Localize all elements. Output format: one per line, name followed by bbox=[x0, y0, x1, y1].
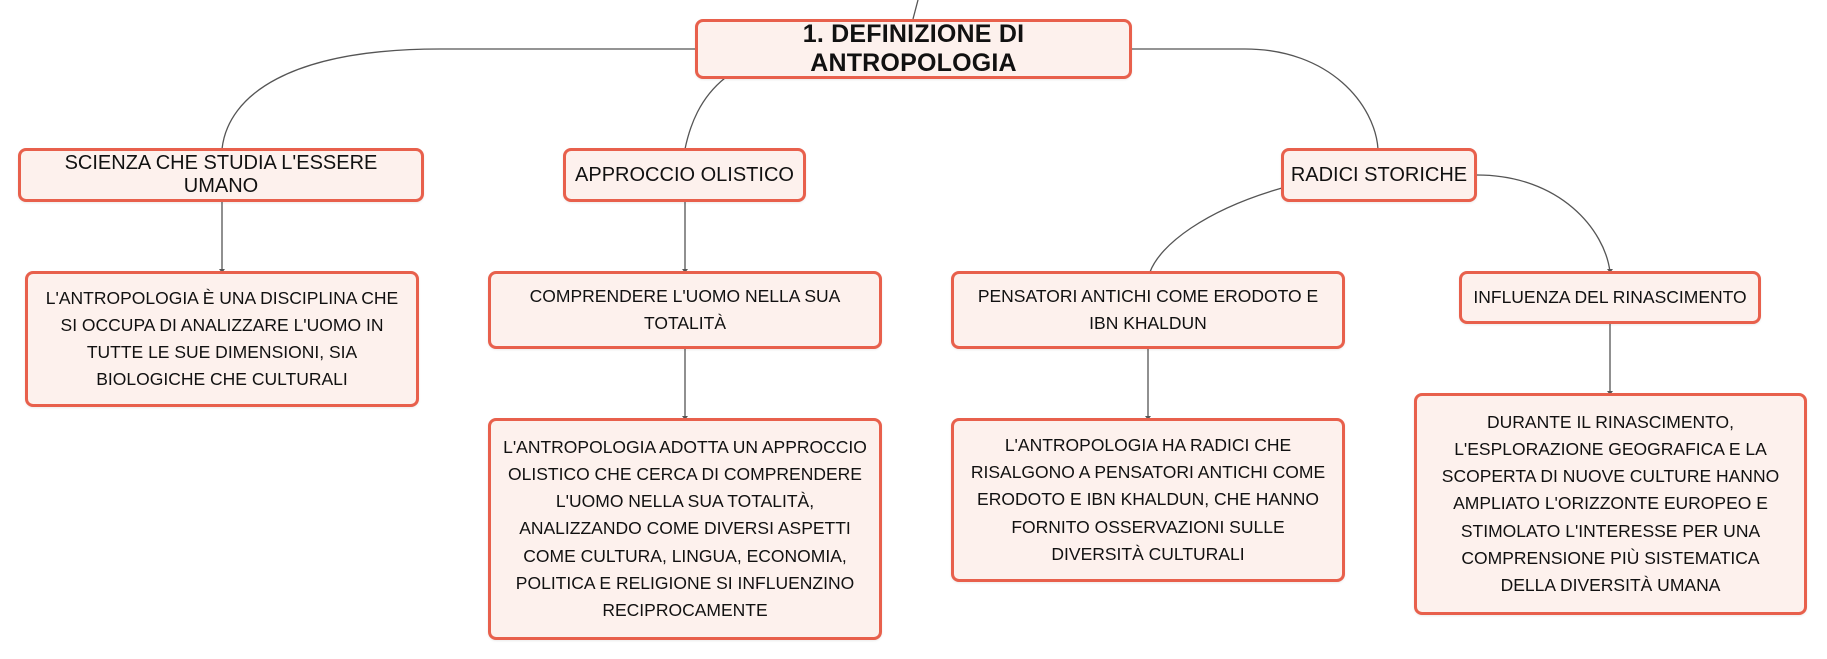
connector-root-to-radici bbox=[1131, 49, 1378, 149]
detail-approccio-olistico[interactable] bbox=[488, 418, 882, 640]
subtopic-pensatori-antichi[interactable] bbox=[951, 271, 1345, 349]
detail-label: L'ANTROPOLOGIA HA RADICI CHE RISALGONO A PENSATORI ANTICHI COME ERODOTO E IBN KHALDUN, CHE HANNO FORNITO OSSERVAZIONI SULLE DIVERSITÀ CULTURALI bbox=[970, 435, 1326, 564]
connector-root-to-approccio bbox=[685, 78, 725, 149]
root-topic-label: 1. DEFINIZIONE DI ANTROPOLOGIA bbox=[802, 20, 1025, 77]
connector-radici-to-pensatori bbox=[1150, 188, 1282, 272]
root-topic[interactable] bbox=[695, 19, 1132, 79]
connector-root-parent bbox=[913, 0, 918, 19]
topic-label: SCIENZA CHE STUDIA L'ESSERE UMANO bbox=[64, 152, 378, 197]
subtopic-label: INFLUENZA DEL RINASCIMENTO bbox=[1473, 286, 1747, 307]
topic-label: APPROCCIO OLISTICO bbox=[575, 163, 794, 186]
subtopic-influenza-rinascimento[interactable] bbox=[1459, 271, 1761, 324]
subtopic-comprendere-uomo[interactable] bbox=[488, 271, 882, 349]
detail-rinascimento[interactable] bbox=[1414, 393, 1807, 615]
subtopic-label: COMPRENDERE L'UOMO NELLA SUA TOTALITÀ bbox=[529, 285, 841, 333]
topic-approccio-olistico[interactable] bbox=[563, 148, 806, 202]
subtopic-label: L'ANTROPOLOGIA È UNA DISCIPLINA CHE SI OCCUPA DI ANALIZZARE L'UOMO IN TUTTE LE SUE DIMENSIONI, SIA BIOLOGICHE CHE CULTURALI bbox=[45, 287, 399, 390]
topic-label: RADICI STORICHE bbox=[1290, 163, 1468, 186]
detail-label: DURANTE IL RINASCIMENTO, L'ESPLORAZIONE GEOGRAFICA E LA SCOPERTA DI NUOVE CULTURE HANNO AMPLIATO L'ORIZZONTE EUROPEO E STIMOLATO L'INTERESSE PER UNA COMPRENSIONE PIÙ SISTEMATICA DELLA DIVERSITÀ UMANA bbox=[1441, 412, 1780, 595]
detail-radici-antropologia[interactable] bbox=[951, 418, 1345, 582]
topic-radici-storiche[interactable] bbox=[1281, 148, 1477, 202]
detail-label: L'ANTROPOLOGIA ADOTTA UN APPROCCIO OLISTICO CHE CERCA DI COMPRENDERE L'UOMO NELLA SUA TOTALITÀ, ANALIZZANDO COME DIVERSI ASPETTI COME CULTURA, LINGUA, ECONOMIA, POLITICA E RELIGIONE SI INFLUENZINO RECIPROCAMENTE bbox=[503, 437, 867, 620]
subtopic-label: PENSATORI ANTICHI COME ERODOTO E IBN KHALDUN bbox=[977, 285, 1319, 333]
subtopic-definizione-disciplina[interactable] bbox=[25, 271, 419, 407]
connector-radici-to-rinascimento bbox=[1477, 175, 1610, 272]
topic-scienza-essere-umano[interactable] bbox=[18, 148, 424, 202]
connector-root-to-scienza bbox=[222, 49, 696, 149]
